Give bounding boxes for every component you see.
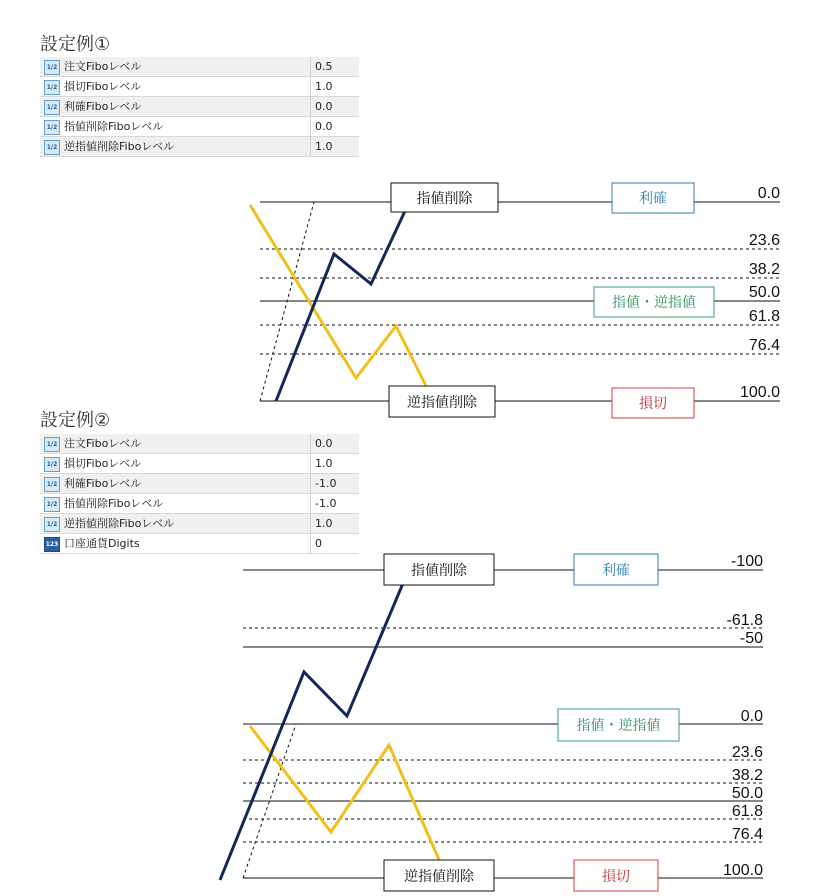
level-label: 61.8: [731, 803, 763, 820]
level-label: 61.8: [748, 308, 780, 325]
level-label: -50: [739, 630, 763, 647]
param-value[interactable]: -1.0: [311, 474, 360, 494]
level-label: 76.4: [731, 826, 763, 843]
param-name: 指値削除Fiboレベル: [64, 497, 164, 511]
param-value[interactable]: -1.0: [311, 494, 360, 514]
level-label: 23.6: [731, 744, 763, 761]
level-label: 100.0: [722, 862, 763, 879]
double-icon: 1/2: [44, 457, 60, 472]
param-value[interactable]: 0.5: [311, 57, 360, 77]
example1-heading: 設定例①: [40, 34, 111, 55]
double-icon: 1/2: [44, 477, 60, 492]
param-name: 指値削除Fiboレベル: [64, 120, 164, 134]
param-name: 注文Fiboレベル: [64, 437, 142, 451]
integer-icon: 123: [44, 537, 60, 552]
entry-label: 指値・逆指値: [576, 718, 661, 734]
param-name: 注文Fiboレベル: [64, 60, 142, 74]
level-label: 50.0: [748, 284, 780, 301]
level-label: 38.2: [731, 767, 763, 784]
double-icon: 1/2: [44, 100, 60, 115]
double-icon: 1/2: [44, 437, 60, 452]
param-value[interactable]: 1.0: [311, 137, 360, 157]
param-value[interactable]: 0.0: [311, 434, 360, 454]
param-value[interactable]: 1.0: [311, 514, 360, 534]
level-label: 0.0: [740, 708, 763, 725]
param-value[interactable]: 1.0: [311, 77, 360, 97]
cancel-limit-label: 指値削除: [411, 563, 467, 579]
level-label: 100.0: [739, 384, 780, 401]
cancel-limit-label: 指値削除: [416, 191, 473, 207]
take-profit-label: 利確: [639, 191, 667, 207]
stop-loss-label: 損切: [639, 396, 667, 412]
double-icon: 1/2: [44, 140, 60, 155]
param-value[interactable]: 1.0: [311, 454, 360, 474]
entry-label: 指値・逆指値: [612, 295, 696, 311]
level-label: 0.0: [757, 185, 780, 202]
param-value[interactable]: 0.0: [311, 117, 360, 137]
diagram-1: [250, 183, 780, 418]
param-name: 利確Fiboレベル: [64, 100, 142, 114]
navy-price-path: [220, 581, 404, 880]
stop-loss-label: 損切: [602, 869, 630, 885]
param-name: 損切Fiboレベル: [64, 80, 142, 94]
double-icon: 1/2: [44, 517, 60, 532]
param-name: 逆指値削除Fiboレベル: [64, 140, 175, 154]
cancel-stop-label: 逆指値削除: [407, 395, 477, 411]
double-icon: 1/2: [44, 497, 60, 512]
take-profit-label: 利確: [602, 563, 630, 579]
param-name: 利確Fiboレベル: [64, 477, 142, 491]
param-name: 逆指値削除Fiboレベル: [64, 517, 175, 531]
level-label: -61.8: [726, 612, 763, 629]
diagram-2: [220, 553, 763, 891]
level-label: 50.0: [731, 785, 763, 802]
param-value[interactable]: 0: [311, 534, 360, 554]
navy-price-path: [276, 211, 405, 401]
double-icon: 1/2: [44, 80, 60, 95]
double-icon: 1/2: [44, 120, 60, 135]
param-value[interactable]: 0.0: [311, 97, 360, 117]
level-label: 23.6: [748, 232, 780, 249]
example2-heading: 設定例②: [40, 410, 111, 431]
yellow-price-path: [250, 205, 428, 390]
level-label: 76.4: [748, 337, 780, 354]
level-label: -100: [730, 553, 763, 570]
param-name: 損切Fiboレベル: [64, 457, 142, 471]
double-icon: 1/2: [44, 60, 60, 75]
level-label: 38.2: [748, 261, 780, 278]
cancel-stop-label: 逆指値削除: [404, 869, 474, 885]
param-name: 口座通貨Digits: [64, 537, 140, 551]
